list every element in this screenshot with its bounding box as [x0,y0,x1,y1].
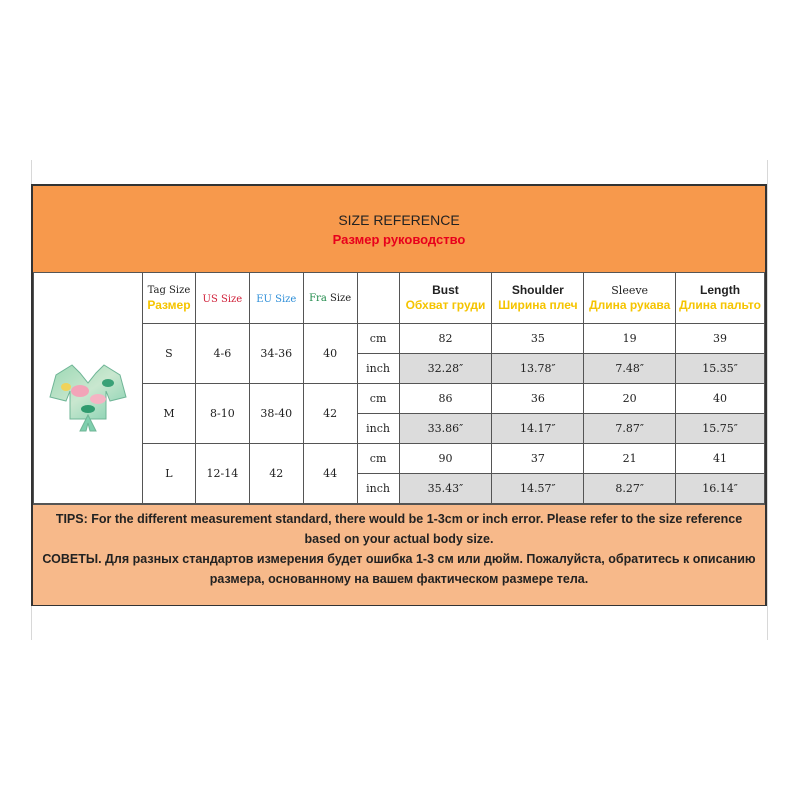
bust-cell: 90 [399,444,492,474]
tag-size-ru-label: Размер [147,298,191,312]
product-photo-cell [34,273,143,504]
bust-label: Bust [432,283,459,297]
us-size-label: US Size [202,293,243,305]
sleeve-cell: 21 [584,444,676,474]
us-size-cell: 4-6 [195,324,249,384]
length-cell: 16.14″ [676,474,765,504]
bust-header [399,273,492,324]
tips-english: TIPS: For the different measurement standard, there would be 1-3cm or inch error. Please refer to the size reference based on your actual body size. [55,512,743,546]
right-guide-line [767,160,768,640]
bust-cell: 82 [399,324,492,354]
fra-size-label-b: Size [329,292,352,304]
size-table [33,272,765,504]
sleeve-cell: 20 [584,384,676,414]
us-size-cell: 12-14 [195,444,249,504]
floral-crop-top-image [38,327,138,447]
us-size-header [195,273,249,324]
shoulder-ru-label: Ширина плеч [498,298,578,312]
tag-size-cell: L [142,444,195,504]
fra-size-cell: 44 [303,444,357,504]
chart-header [33,186,765,273]
bust-cell: 33.86″ [399,414,492,444]
bust-cell: 35.43″ [399,474,492,504]
tag-size-header [142,273,195,324]
unit-cell: cm [357,324,399,354]
bust-ru-label: Обхват груди [405,298,486,312]
shoulder-cell: 13.78″ [492,354,584,384]
fra-size-cell: 42 [303,384,357,444]
eu-size-label: EU Size [256,293,297,305]
sleeve-cell: 19 [584,324,676,354]
tag-size-label: Tag Size [147,285,191,296]
shoulder-cell: 35 [492,324,584,354]
table-row [34,384,765,414]
unit-cell: cm [357,444,399,474]
table-header-row [34,273,765,324]
shoulder-header [492,273,584,324]
unit-cell: inch [357,354,399,384]
eu-size-header [249,273,303,324]
eu-size-cell: 38-40 [249,384,303,444]
tips-russian: СОВЕТЫ. Для разных стандартов измерения будет ошибка 1-3 см или дюйм. Пожалуйста, обратитесь к описанию размера, основанному на вашем фактическом размере тела. [42,552,756,586]
eu-size-cell: 34-36 [249,324,303,384]
unit-header [357,273,399,324]
sleeve-cell: 8.27″ [584,474,676,504]
shoulder-label: Shoulder [511,283,564,297]
sleeve-cell: 7.48″ [584,354,676,384]
sleeve-label: Sleeve [611,284,649,297]
table-row [34,324,765,354]
sleeve-cell: 7.87″ [584,414,676,444]
sleeve-ru-label: Длина рукава [589,298,671,312]
table-row [34,444,765,474]
chart-title: SIZE REFERENCE [338,212,460,228]
tag-size-cell: M [142,384,195,444]
tips-section [33,504,765,605]
tag-size-cell: S [142,324,195,384]
fra-size-header [303,273,357,324]
fra-size-label-a: Fra [309,292,327,304]
length-cell: 15.75″ [676,414,765,444]
length-cell: 39 [676,324,765,354]
size-chart [31,184,767,606]
unit-cell: inch [357,414,399,444]
unit-cell: cm [357,384,399,414]
length-ru-label: Длина пальто [679,298,761,312]
length-cell: 40 [676,384,765,414]
shoulder-cell: 36 [492,384,584,414]
length-header [676,273,765,324]
bust-cell: 86 [399,384,492,414]
chart-subtitle: Размер руководство [332,232,466,247]
eu-size-cell: 42 [249,444,303,504]
fra-size-cell: 40 [303,324,357,384]
sleeve-header [584,273,676,324]
length-label: Length [700,283,741,297]
bust-cell: 32.28″ [399,354,492,384]
shoulder-cell: 14.57″ [492,474,584,504]
shoulder-cell: 14.17″ [492,414,584,444]
shoulder-cell: 37 [492,444,584,474]
us-size-cell: 8-10 [195,384,249,444]
unit-cell: inch [357,474,399,504]
length-cell: 15.35″ [676,354,765,384]
length-cell: 41 [676,444,765,474]
